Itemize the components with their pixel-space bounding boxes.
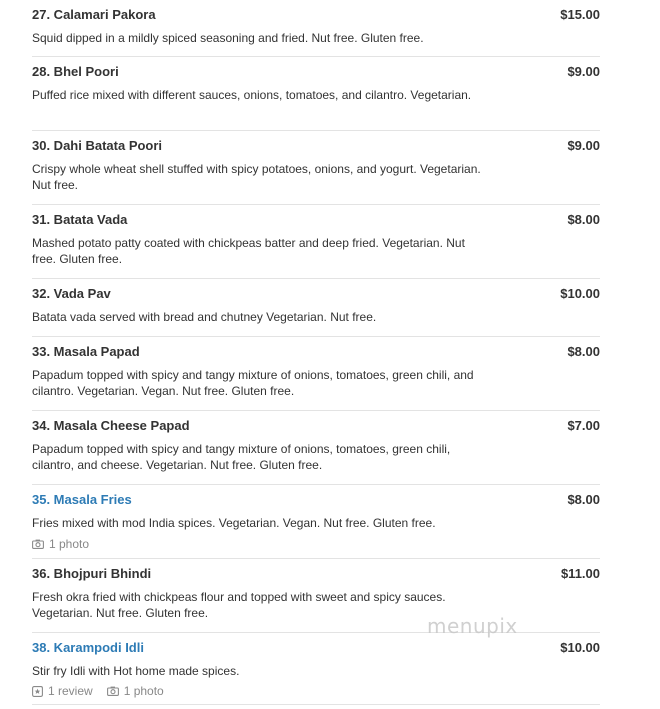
review-count: 1 review — [48, 684, 93, 698]
item-name: 32. Vada Pav — [32, 286, 111, 301]
item-name-link[interactable]: 35. Masala Fries — [32, 492, 132, 507]
camera-icon — [107, 686, 119, 696]
review-icon — [32, 686, 43, 697]
item-price: $10.00 — [560, 640, 600, 655]
item-price: $11.00 — [560, 566, 600, 581]
item-price: $7.00 — [567, 418, 600, 433]
item-description: Papadum topped with spicy and tangy mixture of onions, tomatoes, green chili, and cilantro. Vegetarian. Vegan. Nut free. Gluten free. — [32, 368, 474, 398]
menupix-watermark: menupix — [427, 614, 518, 638]
menu-item — [32, 411, 600, 485]
menu-list — [32, 0, 600, 705]
item-name: 28. Bhel Poori — [32, 64, 119, 79]
item-description: Fresh okra fried with chickpeas flour and topped with sweet and spicy sauces. Vegetarian. Nut free. Gluten free. — [32, 590, 446, 620]
menu-item — [32, 279, 600, 337]
item-price: $10.00 — [560, 286, 600, 301]
menu-item — [32, 205, 600, 279]
photo-count: 1 photo — [49, 537, 90, 551]
photo-count: 1 photo — [123, 684, 164, 698]
menu-item — [32, 337, 600, 411]
item-price: $9.00 — [567, 64, 600, 79]
item-price: $15.00 — [560, 7, 600, 22]
item-description: Mashed potato patty coated with chickpeas batter and deep fried. Vegetarian. Nut free. Gluten free. — [32, 236, 465, 266]
photo-count-link[interactable] — [32, 537, 89, 551]
camera-icon — [32, 539, 44, 549]
item-name: 34. Masala Cheese Papad — [32, 418, 190, 433]
item-price: $8.00 — [567, 492, 600, 507]
menu-item — [32, 485, 600, 559]
item-price: $8.00 — [567, 344, 600, 359]
item-name-link[interactable]: 38. Karampodi Idli — [32, 640, 144, 655]
item-description: Papadum topped with spicy and tangy mixture of onions, tomatoes, green chili, cilantro, and cheese. Vegetarian. Nut free. Gluten free. — [32, 442, 451, 472]
menu-item — [32, 633, 600, 705]
item-description: Squid dipped in a mildly spiced seasoning and fried. Nut free. Gluten free. — [32, 31, 424, 45]
item-meta — [32, 684, 164, 698]
menu-item — [32, 0, 600, 57]
item-name: 27. Calamari Pakora — [32, 7, 156, 22]
item-description: Batata vada served with bread and chutney Vegetarian. Nut free. — [32, 310, 377, 324]
item-name: 31. Batata Vada — [32, 212, 128, 227]
item-description: Puffed rice mixed with different sauces, onions, tomatoes, and cilantro. Vegetarian. — [32, 88, 472, 102]
item-description: Crispy whole wheat shell stuffed with spicy potatoes, onions, and yogurt. Vegetarian. Nut free. — [32, 162, 481, 192]
photo-count-link[interactable] — [107, 684, 164, 698]
item-name: 36. Bhojpuri Bhindi — [32, 566, 152, 581]
item-description: Fries mixed with mod India spices. Vegetarian. Vegan. Nut free. Gluten free. — [32, 516, 436, 530]
menu-item — [32, 57, 600, 131]
item-name: 30. Dahi Batata Poori — [32, 138, 163, 153]
item-price: $8.00 — [567, 212, 600, 227]
item-description: Stir fry Idli with Hot home made spices. — [32, 664, 240, 678]
item-meta — [32, 537, 89, 551]
review-count-link[interactable] — [32, 684, 93, 698]
item-name: 33. Masala Papad — [32, 344, 140, 359]
menu-item — [32, 131, 600, 205]
item-price: $9.00 — [567, 138, 600, 153]
